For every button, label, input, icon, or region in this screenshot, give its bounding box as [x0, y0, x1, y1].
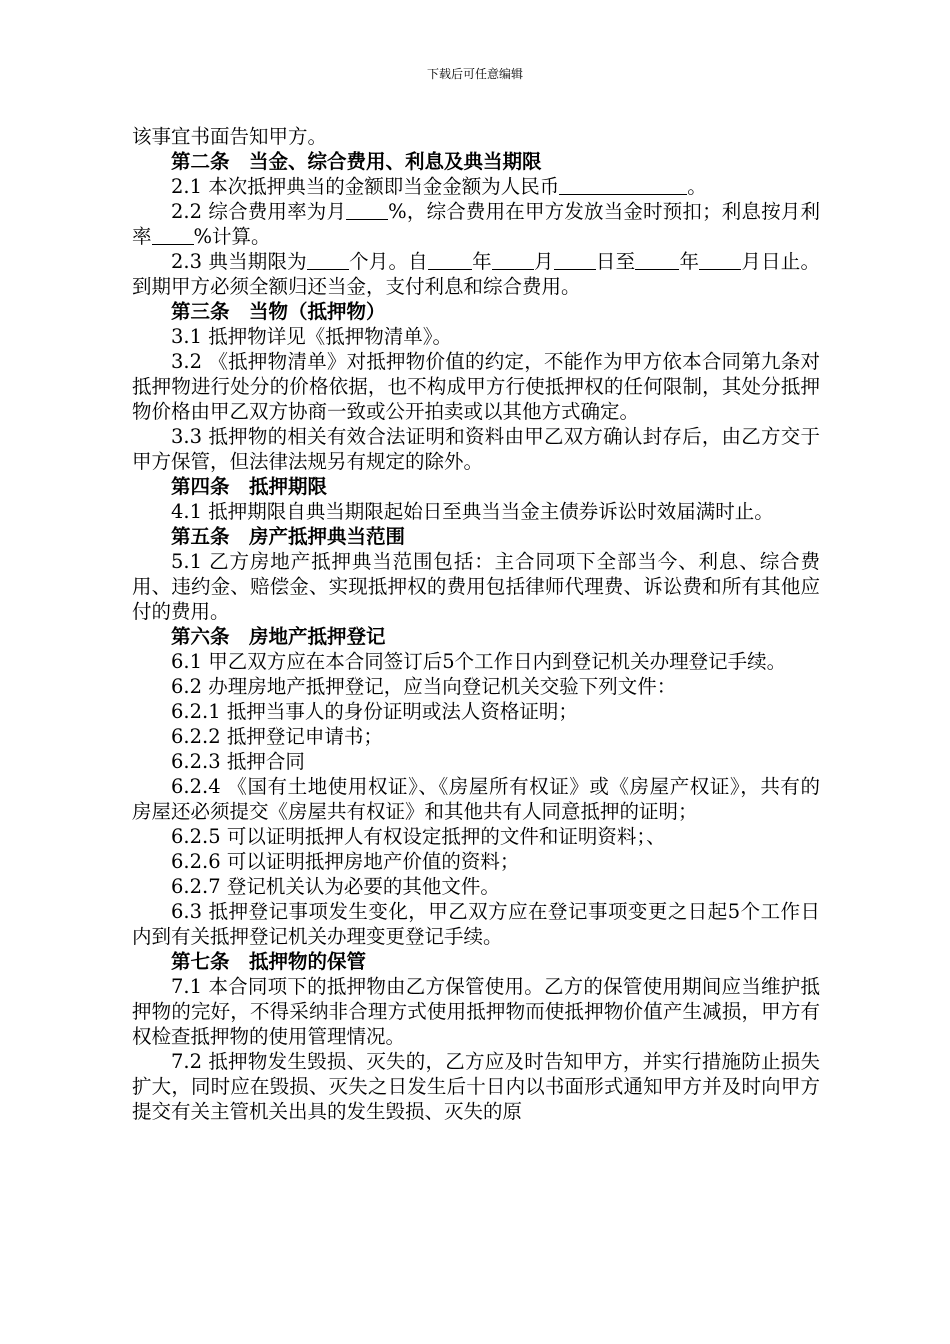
document-body [132, 124, 820, 1124]
clause-3-3: 3.3 抵押物的相关有效合法证明和资料由甲乙双方确认封存后，由乙方交于甲方保管，但法律法规另有规定的除外。 [132, 425, 820, 473]
clause-6-2: 6.2 办理房地产抵押登记，应当向登记机关交验下列文件： [171, 675, 677, 698]
clause-6-1: 6.1 甲乙双方应在本合同签订后5个工作日内到登记机关办理登记手续。 [171, 650, 787, 673]
clause-6-2-4: 6.2.4 《国有土地使用权证》、《房屋所有权证》或《房屋产权证》，共有的房屋还必须提交《房屋共有权证》和其他共有人同意抵押的证明； [132, 775, 820, 823]
clause-6-3: 6.3 抵押登记事项发生变化，甲乙双方应在登记事项变更之日起5个工作日内到有关抵押登记机关办理变更登记手续。 [132, 900, 820, 948]
fee-rate-blank [346, 199, 388, 220]
paragraph-continuation: 该事宜书面告知甲方。 [132, 125, 328, 148]
section-heading-2: 第二条 当金、综合费用、利息及典当期限 [171, 150, 542, 173]
clause-6-2-6: 6.2.6 可以证明抵押房地产价值的资料； [171, 850, 520, 873]
amount-blank [559, 174, 687, 195]
clause-6-2-3: 6.2.3 抵押合同 [171, 750, 305, 773]
clause-2-3-text-f: 年 [679, 250, 700, 273]
clause-2-3 [132, 249, 820, 299]
clause-7-2: 7.2 抵押物发生毁损、灭失的，乙方应及时告知甲方，并实行措施防止损失扩大，同时应在毁损、灭失之日发生后十日内以书面形式通知甲方并及时向甲方提交有关主管机关出具的发生毁损、灭失的原 [132, 1050, 820, 1123]
start-month-blank [492, 249, 534, 270]
clause-2-3-text-e: 日至 [595, 250, 636, 273]
clause-6-2-2: 6.2.2 抵押登记申请书； [171, 725, 383, 748]
start-year-blank [428, 249, 472, 270]
clause-6-2-5: 6.2.5 可以证明抵押人有权设定抵押的文件和证明资料；、 [171, 825, 666, 848]
interest-rate-blank [152, 224, 194, 245]
clause-2-2-text-a: 2.2 综合费用率为月 [171, 200, 347, 223]
clause-5-1: 5.1 乙方房地产抵押典当范围包括：主合同项下全部当今、利息、综合费用、违约金、赔偿金、实现抵押权的费用包括律师代理费、诉讼费和所有其他应付的费用。 [132, 550, 820, 623]
clause-7-1: 7.1 本合同项下的抵押物由乙方保管使用。乙方的保管使用期间应当维护抵押物的完好，不得采纳非合理方式使用抵押物而使抵押物价值产生减损，甲方有权检查抵押物的使用管理情况。 [132, 975, 820, 1048]
clause-2-1-end: 。 [687, 175, 707, 198]
clause-2-3-text-a: 2.3 典当期限为 [171, 250, 307, 273]
clause-2-3-text-c: 年 [471, 250, 492, 273]
section-heading-6: 第六条 房地产抵押登记 [171, 625, 386, 648]
clause-4-1: 4.1 抵押期限自典当期限起始日至典当当金主债券诉讼时效届满时止。 [171, 500, 774, 523]
clause-3-1: 3.1 抵押物详见《抵押物清单》。 [171, 325, 452, 348]
section-heading-3: 第三条 当物（抵押物） [171, 300, 386, 323]
clause-3-2: 3.2 《抵押物清单》对抵押物价值的约定，不能作为甲方依本合同第九条对抵押物进行处分的价格依据，也不构成甲方行使抵押权的任何限制，其处分抵押物价格由甲乙双方协商一致或公开拍卖或以其他方式确定。 [132, 350, 820, 423]
section-heading-7: 第七条 抵押物的保管 [171, 950, 367, 973]
clause-6-2-1: 6.2.1 抵押当事人的身份证明或法人资格证明； [171, 700, 578, 723]
clause-2-2-text-b: %，综合费用在甲方发放当金时预扣；利息按月利率 [132, 200, 821, 248]
section-heading-5: 第五条 房产抵押典当范围 [171, 525, 406, 548]
clause-2-3-text-g: 月日止。到期甲方必须全额归还当金，支付利息和综合费用。 [132, 250, 820, 298]
clause-2-2-text-c: %计算。 [193, 225, 271, 248]
clause-2-3-text-d: 月 [533, 250, 554, 273]
term-months-blank [307, 249, 349, 270]
clause-2-2 [132, 199, 820, 249]
clause-2-1 [132, 174, 820, 199]
start-day-blank [554, 249, 596, 270]
clause-6-2-7: 6.2.7 登记机关认为必要的其他文件。 [171, 875, 500, 898]
section-heading-4: 第四条 抵押期限 [171, 475, 328, 498]
clause-2-1-text: 2.1 本次抵押典当的金额即当金金额为人民币 [171, 175, 560, 198]
header-note: 下载后可任意编辑 [426, 67, 523, 81]
end-month-blank [699, 249, 741, 270]
end-year-blank [635, 249, 679, 270]
clause-2-3-text-b: 个月。自 [348, 250, 428, 273]
